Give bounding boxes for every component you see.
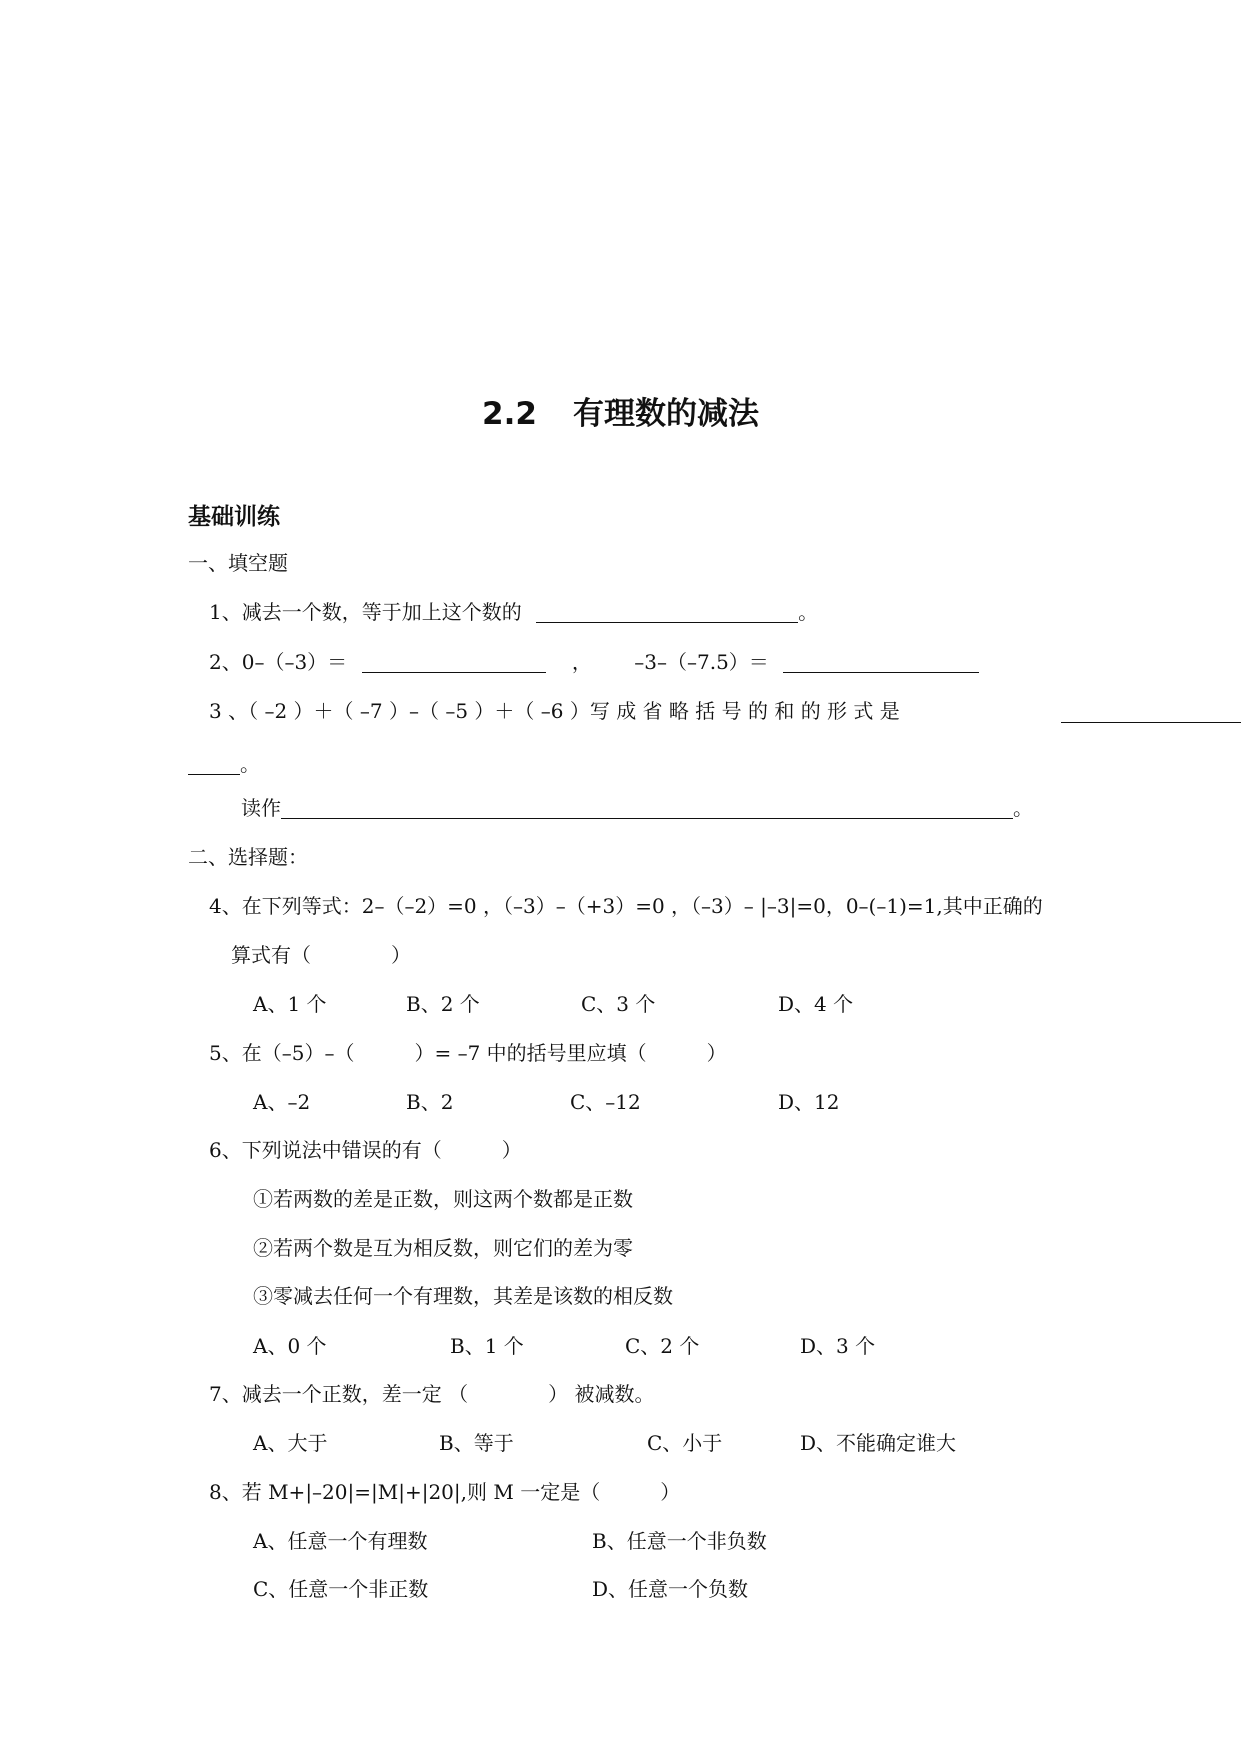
- q4-option-b[interactable]: B、2 个: [406, 992, 480, 1016]
- q3-text: 3 、（ –2 ）＋（ –7 ）–（ –5 ）＋（ –6 ）写 成 省 略 括 号 的 和 的 形 式 是: [209, 699, 900, 723]
- q1-text: 1、减去一个数，等于加上这个数的: [209, 600, 522, 624]
- page-title: [0, 394, 1241, 434]
- question-5: 5、在（–5）–（ ）= –7 中的括号里应填（ ）: [209, 1041, 727, 1065]
- q7-option-b[interactable]: B、等于: [439, 1431, 514, 1455]
- q7-option-a[interactable]: A、大于: [253, 1431, 328, 1455]
- q3-read-label: 读作: [241, 796, 281, 820]
- q1-answer-blank[interactable]: [536, 602, 798, 623]
- q3-end: 。: [240, 752, 260, 776]
- q2-part-a: 2、0–（–3）＝: [209, 650, 348, 674]
- q5-option-b[interactable]: B、2: [406, 1090, 454, 1114]
- part1-heading: 一、填空题: [188, 551, 288, 575]
- q8-option-a[interactable]: A、任意一个有理数: [253, 1529, 428, 1553]
- question-6: 6、下列说法中错误的有（ ）: [209, 1138, 522, 1162]
- q2-answer-blank-b[interactable]: [783, 652, 979, 673]
- q6-option-c[interactable]: C、2 个: [625, 1334, 700, 1358]
- q8-option-d[interactable]: D、任意一个负数: [592, 1577, 749, 1601]
- q3-read-end: 。: [1013, 796, 1033, 820]
- q5-option-c[interactable]: C、–12: [570, 1090, 641, 1114]
- q6-statement-1: ①若两数的差是正数，则这两个数都是正数: [253, 1187, 633, 1211]
- question-4-line2: 算式有（ ）: [231, 943, 411, 967]
- q6-option-b[interactable]: B、1 个: [450, 1334, 524, 1358]
- q2-part-b: –3–（–7.5）＝: [634, 650, 769, 674]
- q5-option-d[interactable]: D、12: [778, 1090, 840, 1114]
- q1-end: 。: [798, 600, 819, 624]
- q8-option-c[interactable]: C、任意一个非正数: [253, 1577, 429, 1601]
- title-text: 有理数的减法: [572, 396, 759, 432]
- question-2: [209, 649, 979, 675]
- q7-option-c[interactable]: C、小于: [647, 1431, 723, 1455]
- q6-statement-3: ③零减去任何一个有理数，其差是该数的相反数: [253, 1284, 673, 1308]
- q4-option-c[interactable]: C、3 个: [581, 992, 656, 1016]
- title-number: 2.2: [482, 396, 537, 432]
- q5-option-a[interactable]: A、–2: [253, 1090, 311, 1114]
- q6-option-d[interactable]: D、3 个: [800, 1334, 876, 1358]
- q4-option-a[interactable]: A、1 个: [253, 992, 327, 1016]
- q3-answer-blank-cont[interactable]: [188, 754, 240, 775]
- q2-answer-blank-a[interactable]: [362, 652, 546, 673]
- q3-continuation: [188, 751, 260, 777]
- q3-answer-blank[interactable]: [1061, 702, 1241, 723]
- q6-option-a[interactable]: A、0 个: [253, 1334, 327, 1358]
- q3-read-blank[interactable]: [281, 798, 1013, 819]
- q3-read-line: [241, 795, 1033, 821]
- q4-option-d[interactable]: D、4 个: [778, 992, 854, 1016]
- section-heading: 基础训练: [188, 504, 280, 530]
- q8-option-b[interactable]: B、任意一个非负数: [592, 1529, 767, 1553]
- question-8: 8、若 M+|–20|=|M|+|20|,则 M 一定是（ ）: [209, 1480, 681, 1504]
- question-1: [209, 599, 818, 625]
- part2-heading: 二、选择题：: [188, 845, 308, 869]
- q7-option-d[interactable]: D、不能确定谁大: [800, 1431, 957, 1455]
- q6-statement-2: ②若两个数是互为相反数，则它们的差为零: [253, 1236, 633, 1260]
- q2-comma: ，: [571, 650, 592, 674]
- question-7: 7、减去一个正数，差一定 （ ） 被减数。: [209, 1382, 655, 1406]
- question-4: 4、在下列等式：2–（–2）=0 ，（–3）–（+3）=0 ，（–3）– |–3|=0，0–(–1)=1,其中正确的: [209, 894, 1043, 918]
- question-3: [209, 698, 900, 724]
